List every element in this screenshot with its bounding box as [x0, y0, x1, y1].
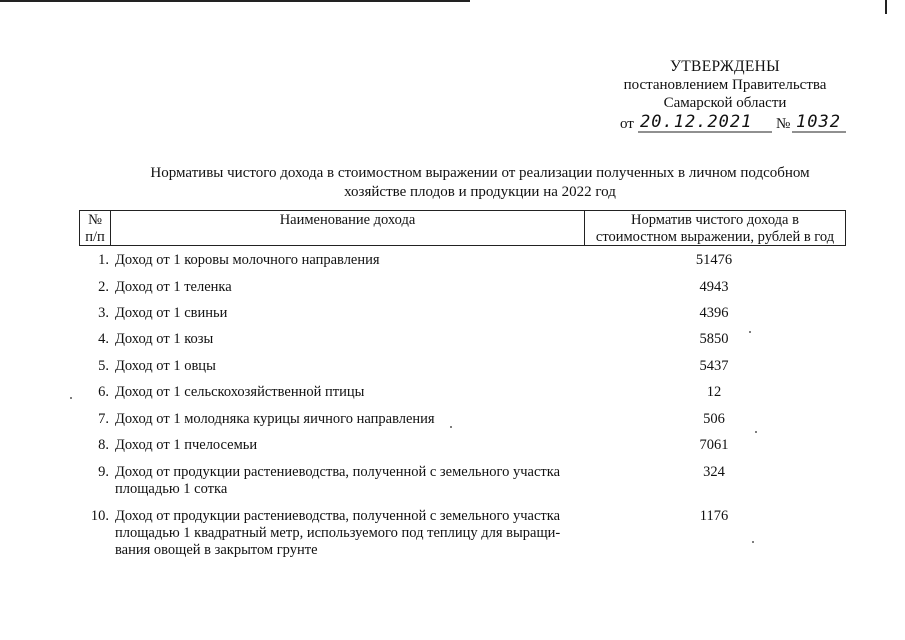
row-income-name: [115, 437, 583, 454]
row-income-name-line: площадью 1 сотка: [115, 481, 228, 497]
approval-heading: УТВЕРЖДЕНЫ: [670, 58, 780, 75]
row-number: 1.: [98, 252, 109, 268]
row-income-name-line: Доход от продукции растениеводства, полученной с земельного участка: [115, 508, 561, 524]
approval-from-label: от: [620, 116, 634, 132]
document-title: [100, 164, 860, 202]
row-number: 7.: [98, 411, 109, 427]
header-income-norm: [585, 211, 845, 246]
row-income-name-line: Доход от 1 овцы: [115, 358, 216, 374]
table-header: [79, 210, 846, 246]
header-income-norm-line-2: стоимостном выражении, рублей в год: [595, 229, 835, 245]
approval-line-1: постановлением Правительства: [623, 77, 827, 93]
scan-speck: [70, 397, 72, 399]
row-number: 8.: [98, 437, 109, 453]
row-income-name: [115, 411, 583, 428]
approval-date-handwritten: 20.12.2021: [640, 112, 753, 132]
scan-speck: [752, 541, 754, 543]
approval-number-handwritten: 1032: [796, 112, 841, 132]
scan-speck: [755, 431, 757, 433]
approval-date-line: [600, 114, 850, 136]
scan-edge-top: [0, 0, 470, 2]
row-income-name-line: площадью 1 квадратный метр, используемого под теплицу для выращи-: [115, 525, 561, 541]
row-income-name: [115, 305, 583, 322]
row-income-name: [115, 464, 583, 498]
row-number: 10.: [90, 508, 109, 524]
header-number-line-2: п/п: [85, 229, 105, 245]
row-number: 3.: [98, 305, 109, 321]
header-number: [80, 211, 111, 245]
scan-speck: [749, 331, 751, 333]
row-income-value: 4943: [699, 279, 729, 295]
row-income-value: 4396: [699, 305, 729, 321]
header-number-line-1: №: [88, 212, 102, 228]
row-income-name-line: Доход от продукции растениеводства, полученной с земельного участка: [115, 464, 561, 480]
row-income-name: [115, 331, 583, 348]
row-income-value: 5437: [699, 358, 729, 374]
approval-line-2: Самарской области: [663, 95, 787, 111]
row-income-name-line: Доход от 1 молодняка курицы яичного направления: [115, 411, 435, 427]
row-number: 2.: [98, 279, 109, 295]
scan-edge-right: [885, 0, 887, 14]
row-income-value: 51476: [695, 252, 733, 268]
row-number: 4.: [98, 331, 109, 347]
row-income-name: [115, 384, 583, 401]
row-income-name: [115, 252, 583, 269]
document-title-line-2: хозяйстве плодов и продукции на 2022 год: [344, 184, 616, 200]
row-income-name-line: Доход от 1 пчелосемьи: [115, 437, 258, 453]
row-income-name-line: Доход от 1 коровы молочного направления: [115, 252, 380, 268]
document-title-line-1: Нормативы чистого дохода в стоимостном выражении от реализации полученных в личном подсобном: [150, 165, 810, 181]
row-number: 6.: [98, 384, 109, 400]
row-income-name: [115, 508, 583, 559]
row-income-name-line: Доход от 1 теленка: [115, 279, 232, 295]
row-income-name-line: вания овощей в закрытом грунте: [115, 542, 318, 558]
row-income-name-line: Доход от 1 сельскохозяйственной птицы: [115, 384, 365, 400]
scan-speck: [450, 426, 452, 428]
row-income-name-line: Доход от 1 козы: [115, 331, 214, 347]
approval-block: [600, 58, 850, 136]
row-income-value: 324: [703, 464, 725, 480]
header-income-norm-line-1: Норматив чистого дохода в: [631, 212, 799, 228]
approval-number-label: №: [776, 116, 791, 132]
row-income-value: 12: [706, 384, 722, 400]
row-income-name: [115, 279, 583, 296]
row-income-value: 5850: [699, 331, 729, 347]
row-income-name: [115, 358, 583, 375]
row-income-name-line: Доход от 1 свиньи: [115, 305, 228, 321]
row-number: 9.: [98, 464, 109, 480]
row-number: 5.: [98, 358, 109, 374]
header-income-name: Наименование дохода: [111, 211, 585, 245]
row-income-value: 506: [703, 411, 725, 427]
row-income-value: 1176: [699, 508, 729, 524]
row-income-value: 7061: [699, 437, 729, 453]
